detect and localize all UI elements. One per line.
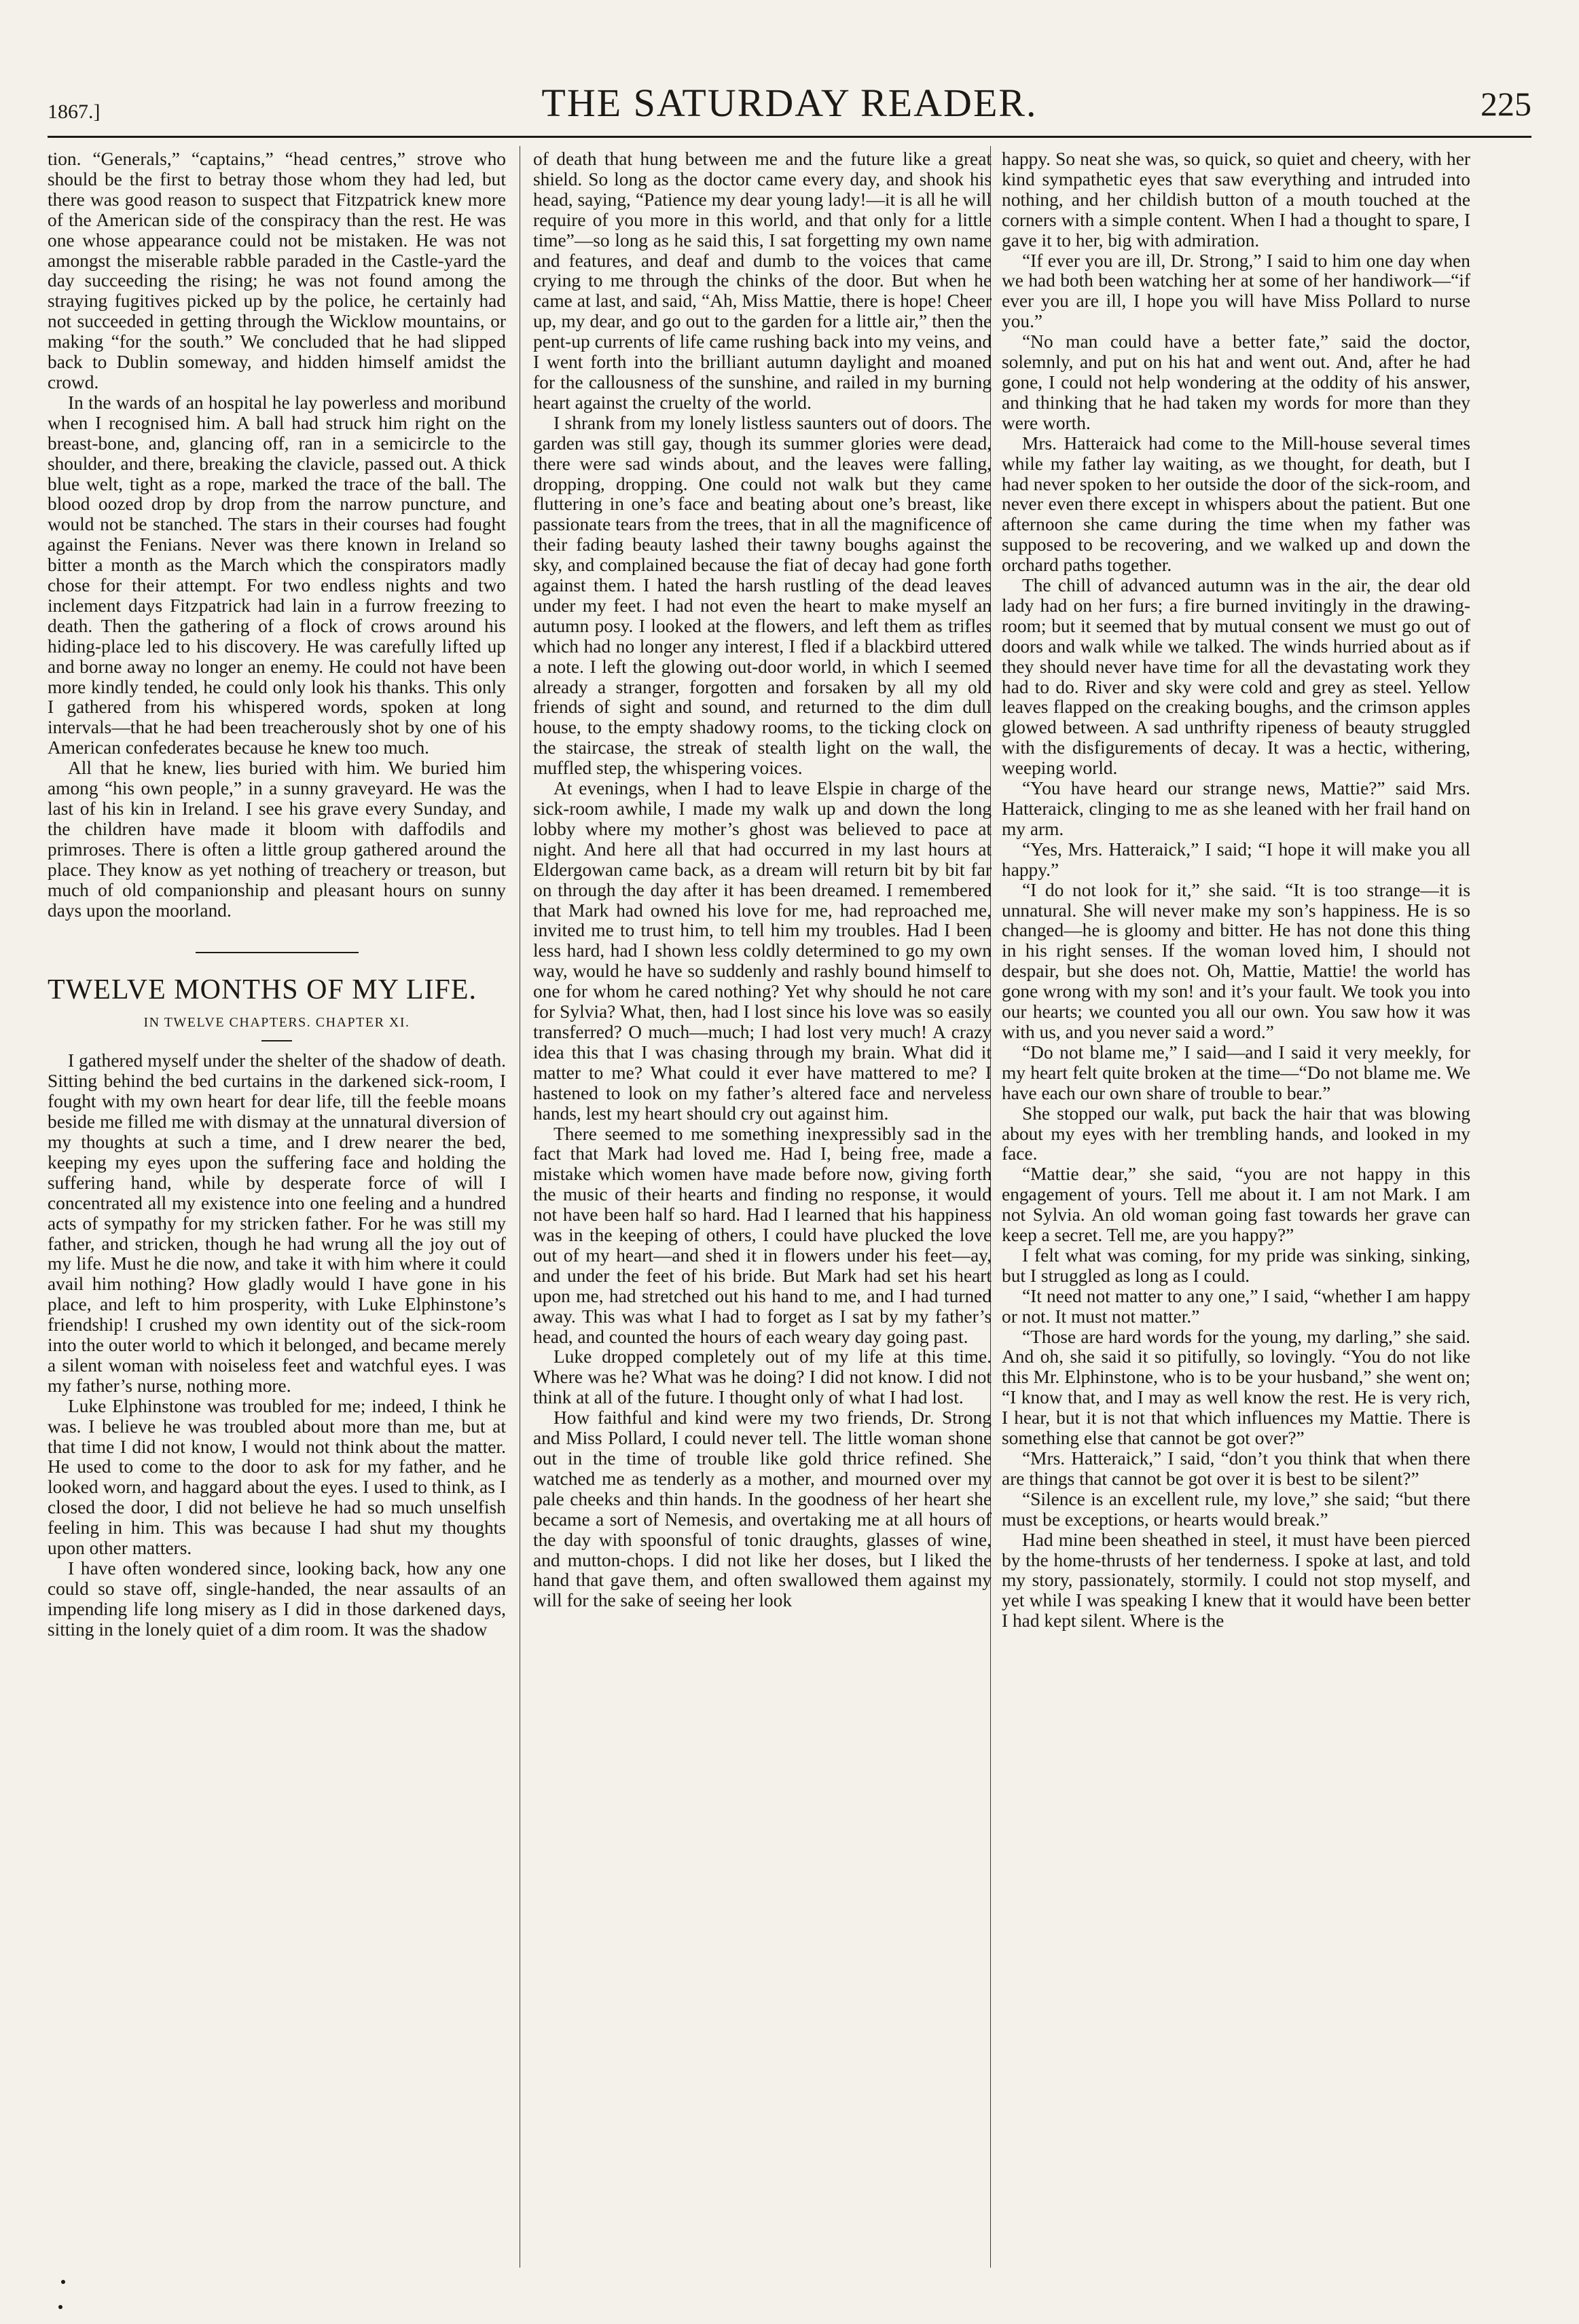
paragraph: “Yes, Mrs. Hatteraick,” I said; “I hope it will make you all happy.” (1002, 838, 1470, 880)
paragraph: All that he knew, lies buried with him. We buried him among “his own people,” in a sunny graveyard. He was the last of his kin in Ireland. I see his grave every Sunday, and the children have made it bloom with daffodils and primroses. There is often a little group gathered around the place. They know as yet nothing of treachery or treason, but much of old companionship and pleasant hours on sunny days upon the moorland. (48, 758, 506, 921)
paragraph: “No man could have a better fate,” said the doctor, solemnly, and put on his hat and went out. And, after he had gone, I could not help wondering at the oddity of his answer, and thinking that he had taken my words for more than they were worth. (1002, 331, 1470, 433)
column-1 (48, 149, 506, 2254)
paragraph: “Mrs. Hatteraick,” I said, “don’t you think that when there are things that cannot be got over it is best to be silent?” (1002, 1448, 1470, 1489)
page-number: 225 (1481, 85, 1531, 123)
paragraph: I gathered myself under the shelter of the shadow of death. Sitting behind the bed curtains in the darkened sick-room, I fought with my own heart for dear life, till the feeble moans beside me filled me with dismay at the unnatural diversion of my thoughts at such a time, and I drew nearer the bed, keeping my eyes upon the suffering face and holding the suffering hand, while by desperate force of will I concentrated all my existence into one feeling and a hundred acts of sympathy for my stricken father. For he was still my father, and stricken, though he had wrung all the joy out of my life. Must he die now, and take it with him where it could avail him nothing? How gladly would I have gone in his place, and left to him prosperity, with Luke Elphinstone’s friendship! I crushed my own identity out of the sick-room into the outer world to which it belonged, and became merely a silent woman with noiseless feet and watchful eyes. I was my father’s nurse, nothing more. (48, 1050, 506, 1396)
paragraph: “Mattie dear,” she said, “you are not happy in this engagement of yours. Tell me about it. I am not Mark. I am not Sylvia. An old woman going fast towards her grave can keep a secret. Tell me, are you happy?” (1002, 1164, 1470, 1246)
column-3 (1002, 149, 1470, 2254)
header-rule (48, 136, 1531, 138)
paragraph: The chill of advanced autumn was in the air, the dear old lady had on her furs; a fire burned invitingly in the drawing-room; but it seemed that by mutual consent we must go out of doors and walk while we talked. The winds hurried about as if they should never have time for all the devastating work they had to do. River and sky were cold and grey as steel. Yellow leaves flapped on the creaking boughs, and the crimson apples glowed between. A sad unthrifty ripeness of beauty struggled with the disfigurements of decay. It was a hectic, withering, weeping world. (1002, 575, 1470, 779)
page-header (48, 80, 1531, 134)
paragraph: “Do not blame me,” I said—and I said it very meekly, for my heart felt quite broken at the time—“Do not blame me. We have each our own share of trouble to bear.” (1002, 1041, 1470, 1103)
print-speck (58, 2305, 62, 2309)
paragraph: “I do not look for it,” she said. “It is too strange—it is unnatural. She will never make my son’s happiness. He is so changed—he is gloomy and bitter. He has not done this thing in his right senses. If the woman loved him, I should not despair, but she does not. Oh, Mattie, Mattie! the world has gone wrong with my son! and it’s your fault. We took you into our hearts; we counted you all our own. You saw how it was with us, and you never said a word.” (1002, 879, 1470, 1042)
paragraph: “You have heard our strange news, Mattie?” said Mrs. Hatteraick, clinging to me as she leaned with her frail hand on my arm. (1002, 778, 1470, 839)
paragraph: I shrank from my lonely listless saunters out of doors. The garden was still gay, though its summer glories were dead, there were sad winds about, and the leaves were falling, dropping, dropping. One could not walk but they came fluttering in one’s face and beating about one’s breast, like passionate tears from the trees, that in all the magnificence of their fading beauty lashed their tawny boughs against the sky, and complained because the fiat of decay had gone forth against them. I hated the harsh rustling of the dead leaves under my feet. I had not even the heart to make myself an autumn posy. I looked at the flowers, and left them as trifles which had no longer any interest, I fled if a blackbird uttered a note. I left the glowing out-door world, in which I seemed already a stranger, forgotten and forsaken by all my old friends of sight and sound, and returned to the dim dull house, to the empty shadowy rooms, to the ticking clock on the staircase, the streak of stealth light on the wall, the muffled step, the whispering voices. (533, 412, 992, 779)
header-date: 1867.] (48, 100, 101, 123)
paragraph: At evenings, when I had to leave Elspie in charge of the sick-room awhile, I made my walk up and down the long lobby where my mother’s ghost was believed to pace at night. And here all that had occurred in my last hours at Eldergowan came back, as a dream will return bit by bit far on through the day after it has been dreamed. I remembered that Mark had owned his love for me, had reproached me, invited me to trust him, to tell him my troubles. Had I been less hard, had I shown less coldly determined to go my own way, would he have so suddenly and rashly bound himself to one for whom he cared nothing? Yet why should he not care for Sylvia? What, then, had I lost since his love was so easily transferred? O much—much; I had lost very much! A crazy idea this that I was chasing through my brain. What did it matter to me? What could it ever have mattered to me? I hastened to look on my father’s altered face and nerveless hands, lest my heart should cry out against him. (533, 778, 992, 1124)
paragraph: I felt what was coming, for my pride was sinking, sinking, but I struggled as long as I could. (1002, 1244, 1470, 1286)
paragraph: “It need not matter to any one,” I said, “whether I am happy or not. It must not matter.” (1002, 1285, 1470, 1327)
paragraph: I have often wondered since, looking back, how any one could so stave off, single-handed, the near assaults of an impending life long misery as I did in those darkened days, sitting in the lonely quiet of a dim room. It was the shadow (48, 1558, 506, 1640)
paragraph: Had mine been sheathed in steel, it must have been pierced by the home-thrusts of her tenderness. I spoke at last, and told my story, passionately, stormily. I could not stop myself, and yet while I was speaking I knew that it would have been better I had kept silent. Where is the (1002, 1529, 1470, 1631)
paragraph: In the wards of an hospital he lay powerless and moribund when I recognised him. A ball had struck him right on the breast-bone, and, glancing off, ran in a semicircle to the shoulder, and there, breaking the clavicle, passed out. A thick blue welt, tight as a rope, marked the trace of the ball. The blood oozed drop by drop from the narrow puncture, and would not be stanched. The stars in their courses had fought against the Fenians. Never was there known in Ireland so bitter a month as the March which the conspirators madly chose for their attempt. For two endless nights and two inclement days Fitzpatrick had lain in a furrow freezing to death. Then the gathering of a flock of crows around his hiding-place led to his discovery. He was carefully lifted up and borne away no longer an enemy. He could not have been more kindly tended, he could only look his thanks. This only I gathered from his whispered words, spoken at long intervals—that he had been treacherously shot by one of his American confederates because he knew too much. (48, 392, 506, 758)
section-divider (196, 952, 359, 953)
chapter-divider (261, 1040, 292, 1041)
section-title: TWELVE MONTHS OF MY LIFE. (48, 974, 477, 1006)
paragraph: “Those are hard words for the young, my darling,” she said. And oh, she said it so pitifully, so lovingly. “You do not like this Mr. Elphinstone, who is to be your husband,” she went on; “I know that, and I may as well know the rest. He is very rich, I hear, but it is not that which influences my Mattie. There is something else that cannot be got over?” (1002, 1326, 1470, 1449)
column-2 (533, 149, 992, 2254)
paragraph: “If ever you are ill, Dr. Strong,” I said to him one day when we had both been watching her at some of her handiwork—“if ever you are ill, I hope you will have Miss Pollard to nurse you.” (1002, 250, 1470, 332)
paragraph: Luke dropped completely out of my life at this time. Where was he? What was he doing? I did not know. I did not think at all of the future. I thought only of what I had lost. (533, 1346, 992, 1408)
paragraph: Mrs. Hatteraick had come to the Mill-house several times while my father lay waiting, as we thought, for death, but I had never spoken to her outside the door of the sick-room, and never even there except in whispers about the patient. But one afternoon she came during the time when my father was supposed to be recovering, and we walked up and down the orchard paths together. (1002, 432, 1470, 576)
paragraph: tion. “Generals,” “captains,” “head centres,” strove who should be the first to betray those whom they had led, but there was good reason to suspect that Fitzpatrick knew more of the American side of the conspiracy than the rest. He was one whose appearance could not be mistaken. He was not amongst the miserable rabble paraded in the Castle-yard the day succeeding the rising; he was not found among the straying fugitives picked up by the police, he certainly had not succeeded in getting through the Wicklow mountains, or making “for the south.” We concluded that he had slipped back to Dublin someway, and hidden himself amidst the crowd. (48, 149, 506, 392)
paragraph: There seemed to me something inexpressibly sad in the fact that Mark had loved me. Had I, being free, made a mistake which women have made before now, giving forth the music of their hearts and finding no response, it would not have been half so hard. Had I learned that his happiness was in the keeping of others, I could have plucked the love out of my heart—and shed it in flowers under his feet—ay, and under the feet of his bride. But Mark had set his heart upon me, had stretched out his hand to me, and I had turned away. This was what I had to forget as I sat by my father’s head, and counted the hours of each weary day going past. (533, 1123, 992, 1347)
paragraph: She stopped our walk, put back the hair that was blowing about my eyes with her trembling hands, and looked in my face. (1002, 1103, 1470, 1164)
publication-title: THE SATURDAY READER. (541, 81, 1038, 125)
paragraph: Luke Elphinstone was troubled for me; indeed, I think he was. I believe he was troubled about more than me, but at that time I did not know, I would not think about the matter. He used to come to the door to ask for my father, and he looked worn, and haggard about the eyes. I used to think, as I closed the door, I did not believe he had so much unselfish feeling in him. This was because I had shut my thoughts upon other matters. (48, 1395, 506, 1559)
paragraph: How faithful and kind were my two friends, Dr. Strong and Miss Pollard, I could never tell. The little woman shone out in the time of trouble like gold thrice refined. She watched me as tenderly as a mother, and mourned over my pale cheeks and thin hands. In the goodness of her heart she became a sort of Nemesis, and overtaking me at all hours of the day with spoonsful of tonic draughts, glasses of wine, and mutton-chops. I did not like her doses, but I liked the hand that gave them, and often swallowed them against my will for the sake of seeing her look (533, 1407, 992, 1611)
paragraph: “Silence is an excellent rule, my love,” she said; “but there must be exceptions, or hearts would break.” (1002, 1488, 1470, 1530)
print-speck (61, 2280, 65, 2284)
chapter-heading: IN TWELVE CHAPTERS. CHAPTER XI. (143, 1015, 410, 1031)
paragraph: of death that hung between me and the future like a great shield. So long as the doctor came every day, and shook his head, saying, “Patience my dear young lady!—it is all he will require of you more in this world, and that only for a little time”—so long as he said this, I sat forgetting my own name and features, and deaf and dumb to the voices that came crying to me through the chinks of the door. But when he came at last, and said, “Ah, Miss Mattie, there is hope! Cheer up, my dear, and go out to the garden for a little air,” then the pent-up currents of life came rushing back into my veins, and I went forth into the brilliant autumn daylight and moaned for the callousness of the sunshine, and railed in my burning heart against the cruelty of the world. (533, 149, 992, 413)
paragraph: happy. So neat she was, so quick, so quiet and cheery, with her kind sympathetic eyes that saw everything and intruded into nothing, and her childish button of a mouth touched at the corners with a simple content. When I had a thought to spare, I gave it to her, big with admiration. (1002, 149, 1470, 251)
